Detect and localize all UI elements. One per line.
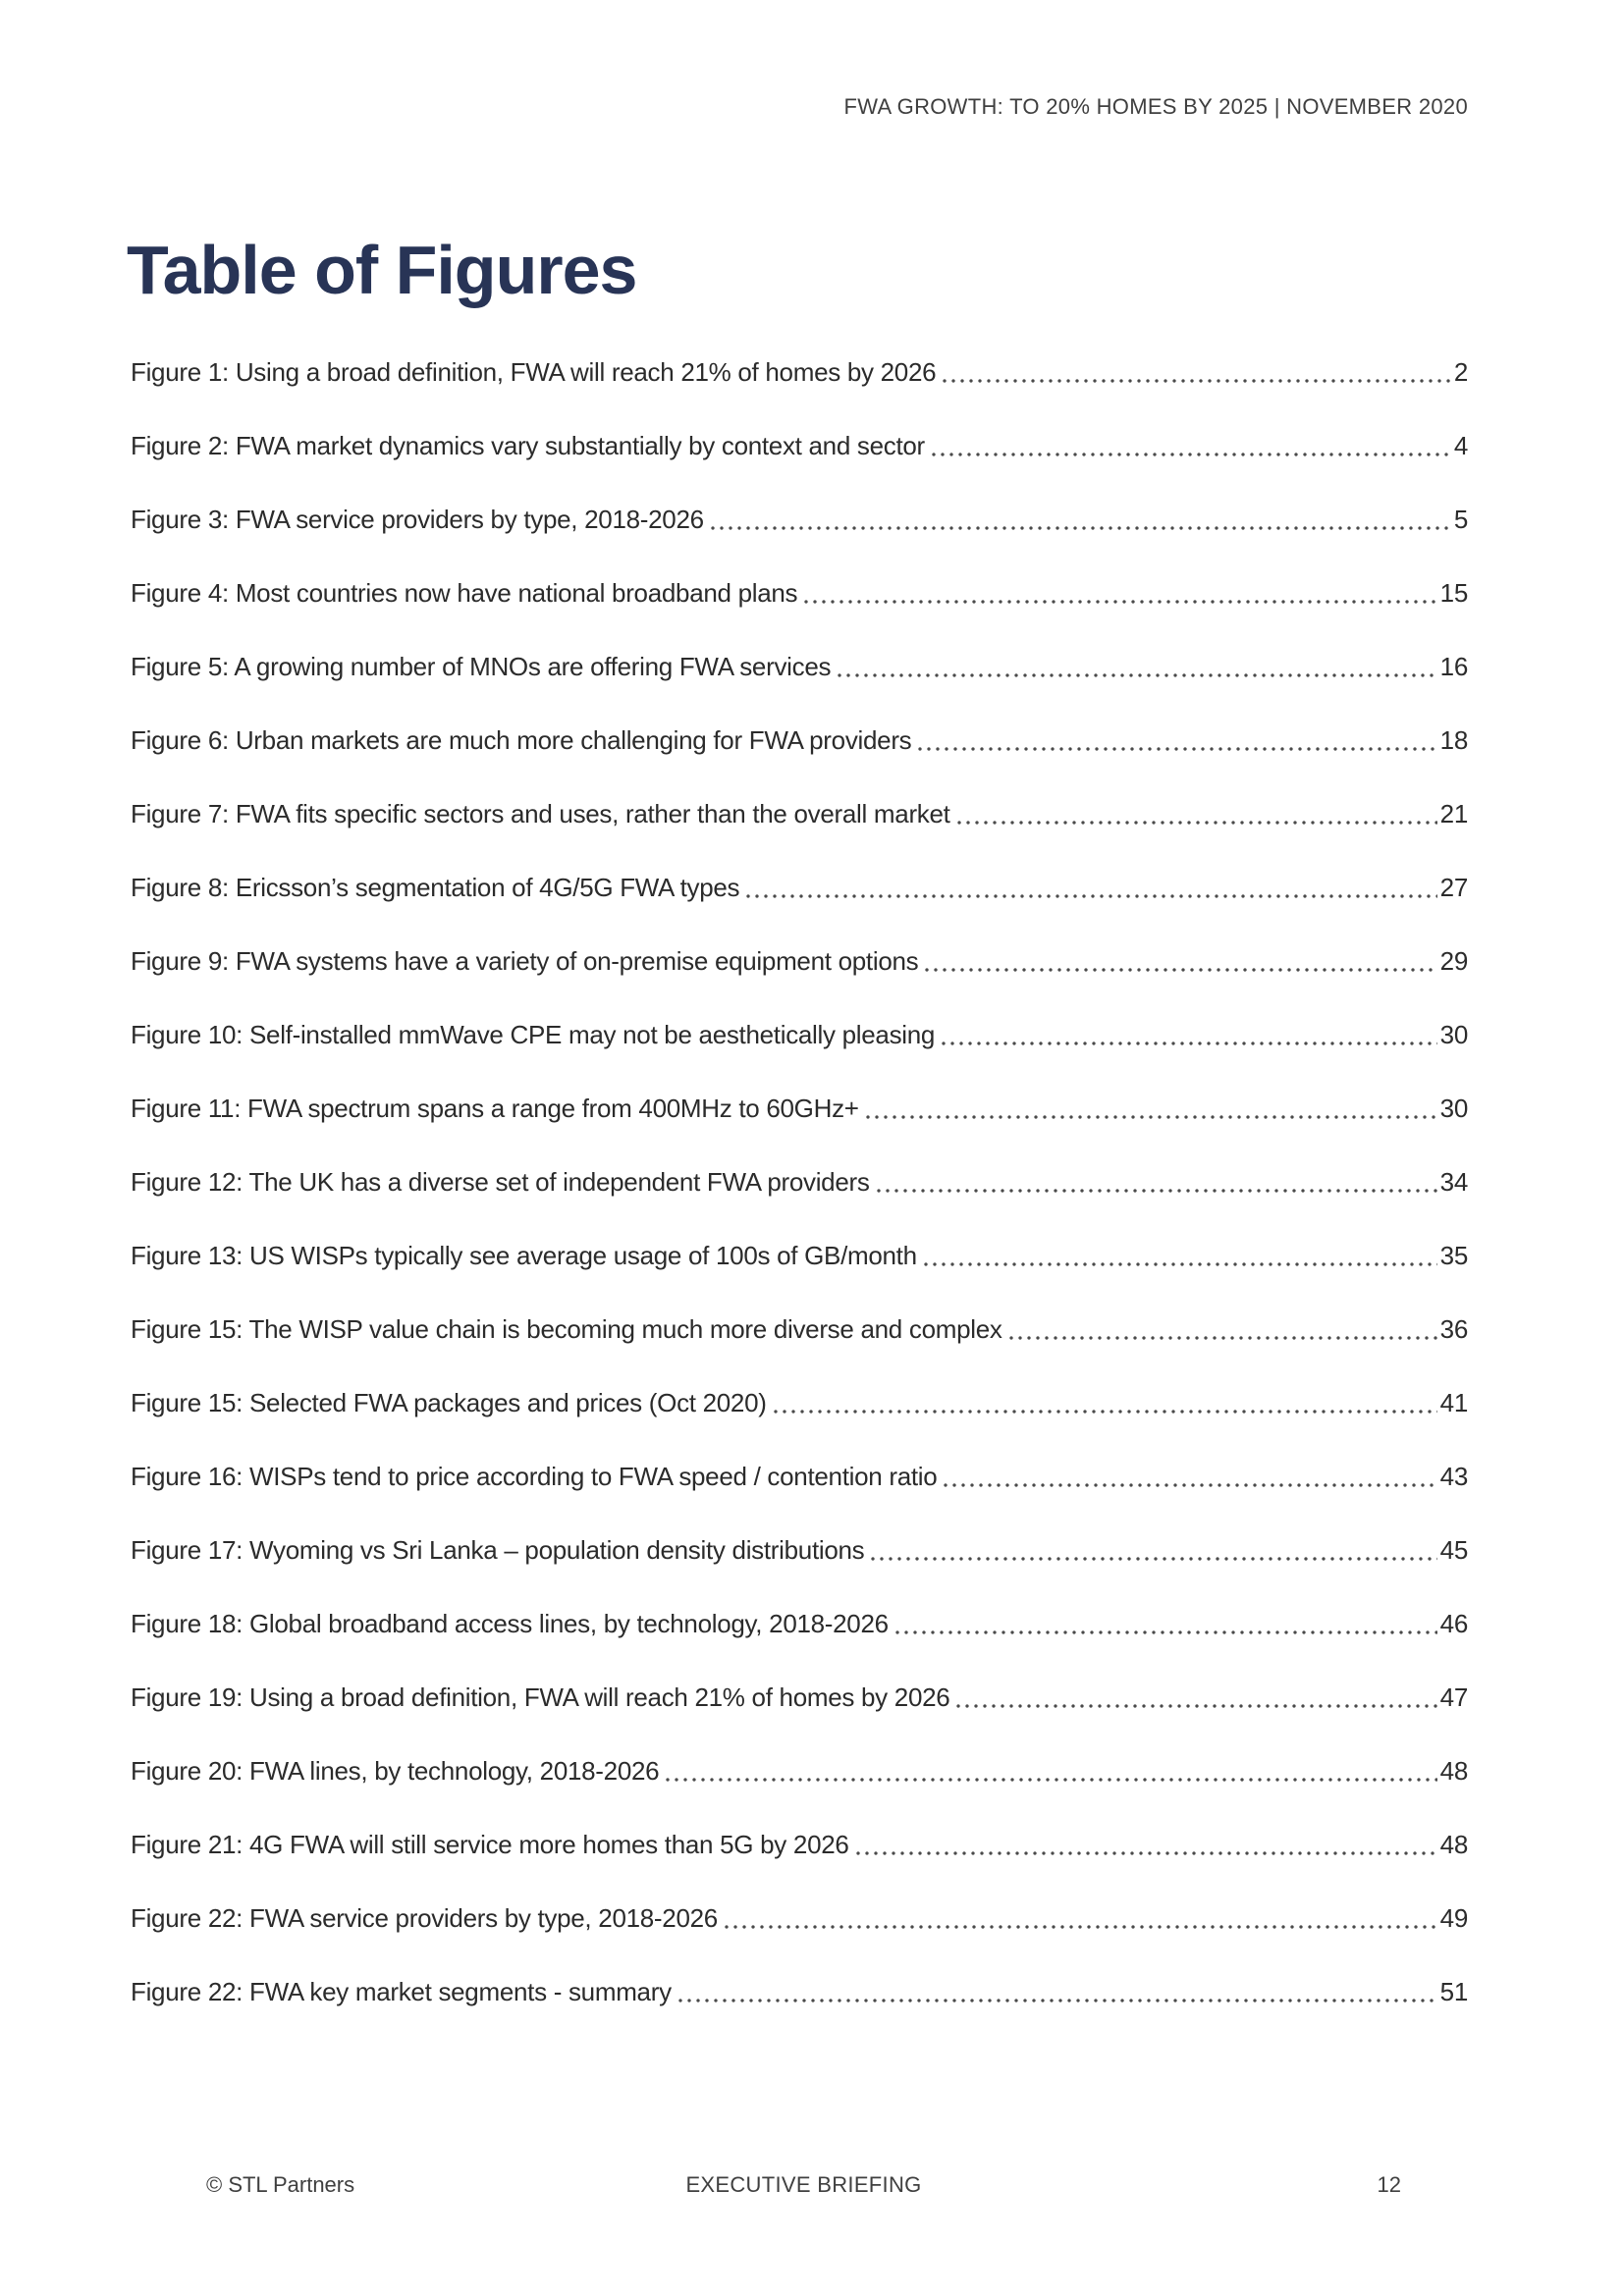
toc-entry[interactable]: [131, 1608, 1468, 1640]
toc-entry-label[interactable]: Figure 15: Selected FWA packages and prices (Oct 2020): [131, 1388, 767, 1417]
toc-entry-label[interactable]: Figure 21: 4G FWA will still service more homes than 5G by 2026: [131, 1830, 849, 1859]
toc-entry-page[interactable]: 47: [1439, 1682, 1468, 1712]
toc-leader-dots: [924, 1262, 1437, 1266]
toc-entry[interactable]: [131, 1313, 1468, 1346]
toc-entry[interactable]: [131, 1534, 1468, 1567]
toc-leader-dots: [925, 968, 1436, 972]
toc-entry[interactable]: [131, 1461, 1468, 1493]
toc-leader-dots: [711, 526, 1451, 530]
toc-leader-dots: [943, 379, 1451, 383]
toc-entry[interactable]: [131, 1902, 1468, 1935]
toc-entry-page[interactable]: 4: [1453, 431, 1468, 460]
toc-leader-dots: [942, 1041, 1437, 1045]
toc-leader-dots: [944, 1483, 1436, 1487]
toc-leader-dots: [895, 1630, 1437, 1634]
toc-entry[interactable]: [131, 724, 1468, 757]
toc-entry[interactable]: [131, 1240, 1468, 1272]
toc-entry-label[interactable]: Figure 22: FWA service providers by type, 2018-2026: [131, 1903, 718, 1933]
toc-entry-page[interactable]: 46: [1439, 1609, 1468, 1638]
toc-entry-label[interactable]: Figure 8: Ericsson’s segmentation of 4G/5G FWA types: [131, 873, 740, 902]
toc-entry-page[interactable]: 27: [1439, 873, 1468, 902]
toc-leader-dots: [871, 1557, 1436, 1561]
toc-entry-page[interactable]: 5: [1453, 505, 1468, 534]
toc-entry-page[interactable]: 15: [1439, 578, 1468, 608]
toc-leader-dots: [746, 894, 1436, 898]
toc-leader-dots: [725, 1925, 1437, 1929]
toc-entry[interactable]: [131, 1166, 1468, 1199]
footer: [206, 2171, 1401, 2199]
toc-entry-label[interactable]: Figure 5: A growing number of MNOs are offering FWA services: [131, 652, 832, 681]
toc-leader-dots: [666, 1778, 1436, 1782]
toc-leader-dots: [932, 453, 1451, 456]
toc-entry-page[interactable]: 36: [1439, 1314, 1468, 1344]
toc-entry[interactable]: [131, 577, 1468, 610]
toc-entry-page[interactable]: 18: [1439, 725, 1468, 755]
toc-leader-dots: [877, 1189, 1437, 1193]
toc-entry-page[interactable]: 30: [1439, 1020, 1468, 1049]
toc-entry-label[interactable]: Figure 17: Wyoming vs Sri Lanka – population density distributions: [131, 1535, 865, 1565]
toc-entry-label[interactable]: Figure 13: US WISPs typically see average usage of 100s of GB/month: [131, 1241, 917, 1270]
toc-entry-label[interactable]: Figure 18: Global broadband access lines, by technology, 2018-2026: [131, 1609, 889, 1638]
toc-entry-page[interactable]: 29: [1439, 946, 1468, 976]
toc-entry-page[interactable]: 43: [1439, 1462, 1468, 1491]
toc-leader-dots: [1009, 1336, 1437, 1340]
toc-leader-dots: [856, 1851, 1437, 1855]
toc-entry[interactable]: [131, 651, 1468, 683]
toc-entry-label[interactable]: Figure 22: FWA key market segments - summary: [131, 1977, 672, 2006]
toc-entry[interactable]: [131, 504, 1468, 536]
toc-entry-label[interactable]: Figure 2: FWA market dynamics vary substantially by context and sector: [131, 431, 925, 460]
toc-entry-page[interactable]: 16: [1439, 652, 1468, 681]
toc-leader-dots: [804, 600, 1436, 604]
toc-entry-page[interactable]: 48: [1439, 1830, 1468, 1859]
toc-entry-label[interactable]: Figure 16: WISPs tend to price according to FWA speed / contention ratio: [131, 1462, 938, 1491]
toc-entry-page[interactable]: 35: [1439, 1241, 1468, 1270]
toc-entry-page[interactable]: 51: [1439, 1977, 1468, 2006]
toc-leader-dots: [957, 821, 1437, 825]
toc-entry-label[interactable]: Figure 3: FWA service providers by type, 2018-2026: [131, 505, 704, 534]
toc-entry-page[interactable]: 49: [1439, 1903, 1468, 1933]
toc-entry[interactable]: [131, 1019, 1468, 1051]
toc-entry-page[interactable]: 2: [1453, 357, 1468, 387]
toc-entry-page[interactable]: 41: [1439, 1388, 1468, 1417]
toc-entry[interactable]: [131, 1829, 1468, 1861]
footer-copyright: © STL Partners: [206, 2172, 355, 2197]
toc-entry[interactable]: [131, 872, 1468, 904]
toc-entry-page[interactable]: 30: [1439, 1094, 1468, 1123]
toc-entry[interactable]: [131, 798, 1468, 830]
toc-entry-label[interactable]: Figure 1: Using a broad definition, FWA will reach 21% of homes by 2026: [131, 357, 937, 387]
toc-entry-page[interactable]: 45: [1439, 1535, 1468, 1565]
footer-page-number: 12: [1377, 2172, 1401, 2197]
toc-entry[interactable]: [131, 1682, 1468, 1714]
toc-entry[interactable]: [131, 1976, 1468, 2008]
toc-entry[interactable]: [131, 356, 1468, 389]
toc-entry-label[interactable]: Figure 19: Using a broad definition, FWA will reach 21% of homes by 2026: [131, 1682, 950, 1712]
toc-leader-dots: [866, 1115, 1437, 1119]
toc-entry[interactable]: [131, 430, 1468, 462]
toc-entry-label[interactable]: Figure 11: FWA spectrum spans a range from 400MHz to 60GHz+: [131, 1094, 859, 1123]
toc-entry-label[interactable]: Figure 10: Self-installed mmWave CPE may not be aesthetically pleasing: [131, 1020, 936, 1049]
toc-entry[interactable]: [131, 1387, 1468, 1419]
toc-leader-dots: [956, 1704, 1436, 1708]
toc-entry-label[interactable]: Figure 6: Urban markets are much more challenging for FWA providers: [131, 725, 912, 755]
toc-leader-dots: [838, 673, 1436, 677]
toc-leader-dots: [774, 1410, 1437, 1414]
toc-entry[interactable]: [131, 1755, 1468, 1788]
toc-leader-dots: [918, 747, 1436, 751]
toc-entry-label[interactable]: Figure 4: Most countries now have national broadband plans: [131, 578, 798, 608]
toc-entry-label[interactable]: Figure 12: The UK has a diverse set of independent FWA providers: [131, 1167, 870, 1197]
toc-entry[interactable]: [131, 945, 1468, 978]
toc-list: [131, 356, 1468, 2050]
footer-doc-type: EXECUTIVE BRIEFING: [685, 2172, 922, 2197]
toc-entry-page[interactable]: 48: [1439, 1756, 1468, 1786]
toc-entry-page[interactable]: 21: [1439, 799, 1468, 828]
document-header: FWA GROWTH: TO 20% HOMES BY 2025 | NOVEMBER 2020: [843, 94, 1468, 119]
toc-leader-dots: [678, 1999, 1437, 2002]
toc-entry-page[interactable]: 34: [1439, 1167, 1468, 1197]
toc-entry-label[interactable]: Figure 20: FWA lines, by technology, 2018-2026: [131, 1756, 660, 1786]
toc-entry[interactable]: [131, 1093, 1468, 1125]
page-title: Table of Figures: [127, 232, 637, 308]
toc-entry-label[interactable]: Figure 15: The WISP value chain is becoming much more diverse and complex: [131, 1314, 1002, 1344]
toc-entry-label[interactable]: Figure 7: FWA fits specific sectors and uses, rather than the overall market: [131, 799, 950, 828]
toc-entry-label[interactable]: Figure 9: FWA systems have a variety of on-premise equipment options: [131, 946, 919, 976]
